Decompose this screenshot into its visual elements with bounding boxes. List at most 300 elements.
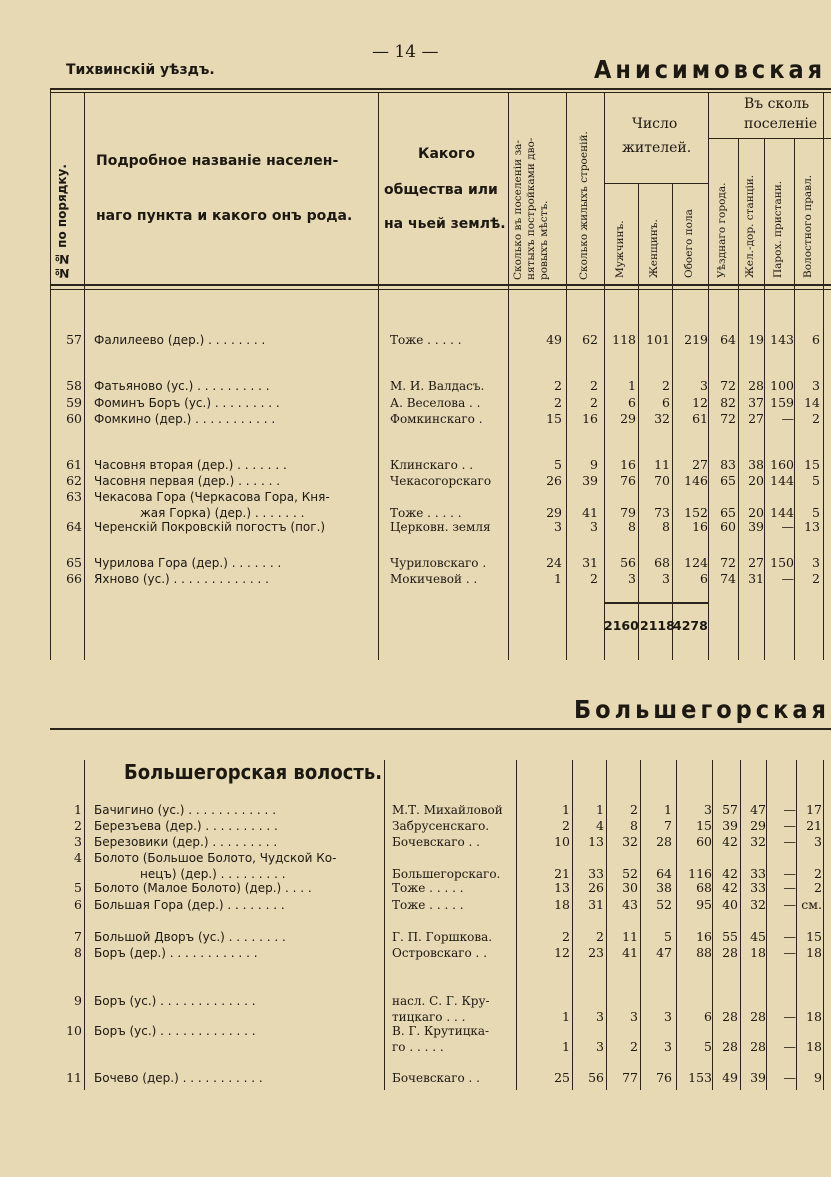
cell-rail: 45 (750, 929, 766, 944)
cell-vol: см. (801, 897, 822, 912)
cell-both: 60 (696, 834, 712, 849)
cell-society: Чуриловскаго . (390, 556, 487, 570)
table-row (0, 993, 831, 1024)
cell-vol: 2 (814, 866, 822, 881)
cell-society: Бочевскаго . . (392, 1071, 480, 1085)
cell-women: 6 (662, 395, 670, 410)
cell-yards: 2 (554, 395, 562, 410)
cell-buildings: 13 (588, 834, 604, 849)
cell-num: 10 (66, 1023, 82, 1038)
cell-women: 68 (654, 555, 670, 570)
cell-vol: 18 (806, 1039, 822, 1054)
cell-num: 63 (66, 489, 82, 504)
cell-town: 72 (720, 378, 736, 393)
cell-num: 11 (66, 1070, 82, 1085)
header-both: Обоего пола (683, 209, 695, 278)
cell-pier: 160 (770, 457, 794, 472)
cell-both: 5 (704, 1039, 712, 1054)
header-inhabitants-line2: жителей. (622, 140, 692, 156)
cell-society: Тоже . . . . . (392, 881, 464, 895)
cell-town: 55 (722, 929, 738, 944)
cell-town: 28 (722, 1039, 738, 1054)
cell-yards: 15 (546, 411, 562, 426)
table-row (0, 897, 831, 913)
cell-men: 41 (622, 945, 638, 960)
cell-vol: 2 (814, 880, 822, 895)
cell-society: Тоже . . . . . (392, 898, 464, 912)
table-row (0, 332, 831, 348)
header-pier: Парох. пристани. (772, 180, 784, 278)
cell-society: Фомкинскаго . (390, 412, 483, 426)
total-men: 2160 (604, 618, 639, 633)
cell-num: 5 (74, 880, 82, 895)
header-buildings: Сколько жилыхъ строеній. (578, 131, 590, 280)
cell-rail: 28 (750, 1039, 766, 1054)
table-row (0, 1023, 831, 1054)
cell-num: 7 (74, 929, 82, 944)
cell-men: 52 (622, 866, 638, 881)
cell-rail: 28 (748, 378, 764, 393)
header-town: Уѣзднаго города. (716, 182, 728, 278)
cell-town: 40 (722, 897, 738, 912)
cell-men: 118 (612, 332, 636, 347)
cell-num: 65 (66, 555, 82, 570)
cell-yards: 5 (554, 457, 562, 472)
cell-pier: 150 (770, 555, 794, 570)
cell-pier: — (783, 1070, 796, 1085)
cell-society: Церковн. земля (390, 520, 491, 534)
header-name-line1: Подробное названіе населен- (96, 153, 339, 169)
cell-num: 8 (74, 945, 82, 960)
cell-num: 66 (66, 571, 82, 586)
volost-title-next: Большегорская (574, 695, 830, 724)
cell-society-cont: Большегорскаго. (392, 867, 501, 881)
cell-name: Фоминъ Боръ (ус.) . . . . . . . . . (94, 396, 280, 410)
cell-men: 29 (620, 411, 636, 426)
cell-town: 64 (720, 332, 736, 347)
cell-rail: 28 (750, 1009, 766, 1024)
cell-num: 9 (74, 993, 82, 1008)
inhabitants-sub-rule (604, 183, 708, 184)
cell-num: 4 (74, 850, 82, 865)
cell-vol: 2 (812, 571, 820, 586)
cell-town: 57 (722, 802, 738, 817)
header-men: Мужчинъ. (614, 220, 626, 278)
distance-sub-rule (708, 138, 831, 139)
cell-women: 2 (662, 378, 670, 393)
cell-pier: 143 (770, 332, 794, 347)
cell-vol: 6 (812, 332, 820, 347)
cell-num: 6 (74, 897, 82, 912)
cell-name: Боръ (ус.) . . . . . . . . . . . . . (94, 994, 256, 1008)
cell-town: 72 (720, 411, 736, 426)
cell-both: 124 (684, 555, 708, 570)
cell-buildings: 3 (590, 519, 598, 534)
cell-name: Фатьяново (ус.) . . . . . . . . . . (94, 379, 270, 393)
cell-num: 62 (66, 473, 82, 488)
cell-buildings: 3 (596, 1039, 604, 1054)
cell-vol: 5 (812, 505, 820, 520)
cell-rail: 20 (748, 505, 764, 520)
cell-vol: 17 (806, 802, 822, 817)
cell-pier: — (781, 411, 794, 426)
cell-pier: — (783, 945, 796, 960)
cell-buildings: 39 (582, 473, 598, 488)
cell-yards: 1 (562, 1039, 570, 1054)
cell-yards: 1 (562, 802, 570, 817)
cell-both: 153 (688, 1070, 712, 1085)
cell-women: 32 (654, 411, 670, 426)
table-row (0, 555, 831, 571)
table-row (0, 802, 831, 818)
cell-both: 6 (700, 571, 708, 586)
cell-men: 43 (622, 897, 638, 912)
table-row (0, 850, 831, 881)
cell-both: 146 (684, 473, 708, 488)
header-top-rule (50, 88, 831, 90)
header-bottom-rule (50, 284, 831, 286)
cell-yards: 49 (546, 332, 562, 347)
cell-society: Мокичевой . . (390, 572, 478, 586)
cell-yards: 13 (554, 880, 570, 895)
cell-both: 3 (704, 802, 712, 817)
cell-buildings: 4 (596, 818, 604, 833)
cell-society: Тоже . . . . . (390, 333, 462, 347)
header-bottom-rule-2 (50, 289, 831, 290)
cell-name: Болото (Малое Болото) (дер.) . . . . (94, 881, 312, 895)
table-row (0, 519, 831, 535)
header-distance-line2: поселеніе (744, 116, 818, 132)
cell-society-cont: Тоже . . . . . (390, 506, 462, 520)
cell-buildings: 9 (590, 457, 598, 472)
cell-buildings: 23 (588, 945, 604, 960)
cell-women: 3 (664, 1039, 672, 1054)
cell-name-cont: жая Горка) (дер.) . . . . . . . (140, 506, 305, 520)
cell-society: Островскаго . . (392, 946, 488, 960)
cell-men: 2 (630, 802, 638, 817)
cell-men: 77 (622, 1070, 638, 1085)
cell-buildings: 16 (582, 411, 598, 426)
cell-name: Яхново (ус.) . . . . . . . . . . . . . (94, 572, 269, 586)
cell-buildings: 3 (596, 1009, 604, 1024)
cell-pier: 144 (770, 505, 794, 520)
cell-pier: 100 (770, 378, 794, 393)
table-row (0, 834, 831, 850)
cell-women: 73 (654, 505, 670, 520)
cell-vol: 15 (806, 929, 822, 944)
header-society-line2: общества или (384, 182, 498, 198)
cell-name: Березовики (дер.) . . . . . . . . . (94, 835, 278, 849)
table-row (0, 929, 831, 945)
cell-town: 42 (722, 866, 738, 881)
cell-rail: 32 (750, 897, 766, 912)
cell-both: 116 (688, 866, 712, 881)
cell-both: 6 (704, 1009, 712, 1024)
cell-society: Забрусенскаго. (392, 819, 490, 833)
cell-pier: — (783, 897, 796, 912)
cell-name: Бачигино (ус.) . . . . . . . . . . . . (94, 803, 277, 817)
cell-vol: 2 (812, 411, 820, 426)
cell-vol: 14 (804, 395, 820, 410)
cell-society: М.Т. Михайловой (392, 803, 503, 817)
cell-name: Фомкино (дер.) . . . . . . . . . . . (94, 412, 276, 426)
cell-men: 16 (620, 457, 636, 472)
cell-vol: 21 (806, 818, 822, 833)
cell-town: 28 (722, 1009, 738, 1024)
cell-yards: 2 (562, 818, 570, 833)
cell-name: Боръ (дер.) . . . . . . . . . . . . (94, 946, 258, 960)
cell-men: 3 (628, 571, 636, 586)
cell-yards: 26 (546, 473, 562, 488)
cell-women: 76 (656, 1070, 672, 1085)
cell-yards: 29 (546, 505, 562, 520)
cell-name-cont: нецъ) (дер.) . . . . . . . . . (140, 867, 286, 881)
table-row (0, 489, 831, 520)
cell-yards: 12 (554, 945, 570, 960)
header-society-line3: на чьей землѣ. (384, 216, 506, 232)
cell-women: 8 (662, 519, 670, 534)
table-row (0, 473, 831, 489)
cell-rail: 27 (748, 411, 764, 426)
cell-rail: 37 (748, 395, 764, 410)
cell-vol: 5 (812, 473, 820, 488)
cell-both: 219 (684, 332, 708, 347)
cell-num: 1 (74, 802, 82, 817)
cell-rail: 38 (748, 457, 764, 472)
cell-vol: 18 (806, 1009, 822, 1024)
cell-name: Фалилеево (дер.) . . . . . . . . (94, 333, 266, 347)
cell-women: 3 (662, 571, 670, 586)
cell-num: 3 (74, 834, 82, 849)
cell-both: 12 (692, 395, 708, 410)
cell-rail: 32 (750, 834, 766, 849)
cell-both: 88 (696, 945, 712, 960)
cell-yards: 18 (554, 897, 570, 912)
cell-buildings: 2 (590, 571, 598, 586)
cell-town: 39 (722, 818, 738, 833)
cell-buildings: 56 (588, 1070, 604, 1085)
cell-name: Большая Гора (дер.) . . . . . . . . (94, 898, 285, 912)
cell-rail: 29 (750, 818, 766, 833)
cell-buildings: 31 (588, 897, 604, 912)
cell-men: 3 (630, 1009, 638, 1024)
cell-society: М. И. Валдасъ. (390, 379, 485, 393)
cell-men: 76 (620, 473, 636, 488)
page-number: — 14 — (372, 42, 439, 62)
cell-yards: 2 (554, 378, 562, 393)
cell-yards: 10 (554, 834, 570, 849)
district-title: Тихвинскій уѣздъ. (66, 62, 215, 78)
cell-pier: — (781, 571, 794, 586)
header-distance-line1: Въ сколь (744, 96, 810, 112)
cell-pier: — (783, 880, 796, 895)
cell-rail: 33 (750, 880, 766, 895)
cell-rail: 39 (750, 1070, 766, 1085)
cell-rail: 18 (750, 945, 766, 960)
cell-vol: 3 (812, 555, 820, 570)
cell-society: Бочевскаго . . (392, 835, 480, 849)
cell-pier: — (783, 1009, 796, 1024)
header-name-line2: наго пункта и какого онъ рода. (96, 208, 353, 224)
cell-women: 3 (664, 1009, 672, 1024)
table-row (0, 457, 831, 473)
header-women: Женщинъ. (648, 219, 660, 278)
cell-yards: 1 (554, 571, 562, 586)
cell-name: Березъева (дер.) . . . . . . . . . . (94, 819, 278, 833)
cell-buildings: 2 (596, 929, 604, 944)
cell-buildings: 2 (590, 378, 598, 393)
cell-town: 42 (722, 834, 738, 849)
cell-women: 7 (664, 818, 672, 833)
cell-num: 60 (66, 411, 82, 426)
cell-town: 28 (722, 945, 738, 960)
cell-both: 16 (696, 929, 712, 944)
cell-num: 61 (66, 457, 82, 472)
cell-rail: 39 (748, 519, 764, 534)
cell-men: 56 (620, 555, 636, 570)
header-yards (512, 96, 562, 280)
cell-buildings: 26 (588, 880, 604, 895)
cell-town: 72 (720, 555, 736, 570)
volost-title-top: Анисимовская (594, 55, 827, 84)
table-row (0, 571, 831, 587)
cell-pier: — (783, 866, 796, 881)
cell-pier: 144 (770, 473, 794, 488)
cell-pier: — (783, 929, 796, 944)
cell-society: А. Веселова . . (390, 396, 481, 410)
cell-men: 8 (628, 519, 636, 534)
cell-women: 70 (654, 473, 670, 488)
cell-both: 61 (692, 411, 708, 426)
cell-both: 27 (692, 457, 708, 472)
cell-town: 82 (720, 395, 736, 410)
cell-men: 30 (622, 880, 638, 895)
cell-men: 11 (622, 929, 638, 944)
cell-women: 64 (656, 866, 672, 881)
cell-yards: 1 (562, 1009, 570, 1024)
cell-num: 64 (66, 519, 82, 534)
cell-society-cont: го . . . . . (392, 1040, 444, 1054)
cell-yards: 2 (562, 929, 570, 944)
cell-vol: 3 (814, 834, 822, 849)
section-top-rule (50, 728, 831, 730)
total-both: 4278 (673, 618, 708, 633)
cell-society: В. Г. Крутицка- (392, 1024, 490, 1038)
table-row (0, 378, 831, 394)
cell-town: 65 (720, 505, 736, 520)
cell-name: Чекасова Гора (Черкасова Гора, Кня- (94, 490, 330, 504)
cell-rail: 47 (750, 802, 766, 817)
cell-men: 2 (630, 1039, 638, 1054)
cell-buildings: 33 (588, 866, 604, 881)
cell-name: Боръ (ус.) . . . . . . . . . . . . . (94, 1024, 256, 1038)
table-row (0, 880, 831, 896)
header-yards-text: Сколько въ поселеніи за- нятыхъ постройками дво- ровыхъ мѣстъ. (512, 137, 550, 280)
cell-yards: 3 (554, 519, 562, 534)
cell-society: Г. П. Горшкова. (392, 930, 493, 944)
cell-town: 42 (722, 880, 738, 895)
cell-buildings: 1 (596, 802, 604, 817)
header-top-rule-2 (50, 92, 831, 93)
cell-both: 68 (696, 880, 712, 895)
cell-buildings: 31 (582, 555, 598, 570)
cell-pier: — (783, 1039, 796, 1054)
header-society-line1: Какого (418, 146, 475, 162)
cell-women: 38 (656, 880, 672, 895)
cell-yards: 25 (554, 1070, 570, 1085)
cell-women: 52 (656, 897, 672, 912)
cell-num: 2 (74, 818, 82, 833)
cell-name: Чурилова Гора (дер.) . . . . . . . (94, 556, 282, 570)
cell-name: Большой Дворъ (ус.) . . . . . . . . (94, 930, 286, 944)
cell-rail: 27 (748, 555, 764, 570)
cell-men: 1 (628, 378, 636, 393)
cell-women: 5 (664, 929, 672, 944)
cell-men: 8 (630, 818, 638, 833)
cell-both: 95 (696, 897, 712, 912)
cell-pier: — (781, 519, 794, 534)
cell-rail: 33 (750, 866, 766, 881)
cell-men: 79 (620, 505, 636, 520)
cell-pier: — (783, 818, 796, 833)
cell-rail: 20 (748, 473, 764, 488)
cell-women: 11 (654, 457, 670, 472)
cell-name: Часовня вторая (дер.) . . . . . . . (94, 458, 287, 472)
cell-town: 49 (722, 1070, 738, 1085)
cell-men: 32 (622, 834, 638, 849)
cell-men: 6 (628, 395, 636, 410)
header-rail: Жел.-дор. станціи. (744, 174, 756, 278)
table-row (0, 818, 831, 834)
totals-rule (604, 602, 708, 604)
cell-town: 60 (720, 519, 736, 534)
cell-pier: — (783, 802, 796, 817)
cell-name: Черенскій Покровскій погостъ (пог.) (94, 520, 326, 534)
cell-num: 59 (66, 395, 82, 410)
cell-pier: 159 (770, 395, 794, 410)
cell-name: Бочево (дер.) . . . . . . . . . . . (94, 1071, 263, 1085)
cell-vol: 13 (804, 519, 820, 534)
cell-women: 1 (664, 802, 672, 817)
cell-buildings: 41 (582, 505, 598, 520)
cell-vol: 9 (814, 1070, 822, 1085)
cell-women: 101 (646, 332, 670, 347)
cell-town: 65 (720, 473, 736, 488)
table-row (0, 395, 831, 411)
cell-women: 28 (656, 834, 672, 849)
table-row (0, 1070, 831, 1086)
cell-name: Болото (Большое Болото, Чудской Ко- (94, 851, 337, 865)
cell-town: 74 (720, 571, 736, 586)
cell-vol: 15 (804, 457, 820, 472)
cell-both: 16 (692, 519, 708, 534)
cell-vol: 18 (806, 945, 822, 960)
cell-num: 57 (66, 332, 82, 347)
cell-yards: 24 (546, 555, 562, 570)
cell-society: Клинскаго . . (390, 458, 474, 472)
cell-pier: — (783, 834, 796, 849)
cell-society: насл. С. Г. Кру- (392, 994, 490, 1008)
cell-society-cont: тицкаго . . . (392, 1010, 466, 1024)
cell-women: 47 (656, 945, 672, 960)
total-women: 2118 (640, 618, 675, 633)
header-inhabitants-line1: Число (632, 116, 678, 132)
cell-buildings: 2 (590, 395, 598, 410)
header-vol: Волостного правл. (802, 174, 814, 278)
cell-vol: 3 (812, 378, 820, 393)
table-row (0, 945, 831, 961)
cell-rail: 19 (748, 332, 764, 347)
